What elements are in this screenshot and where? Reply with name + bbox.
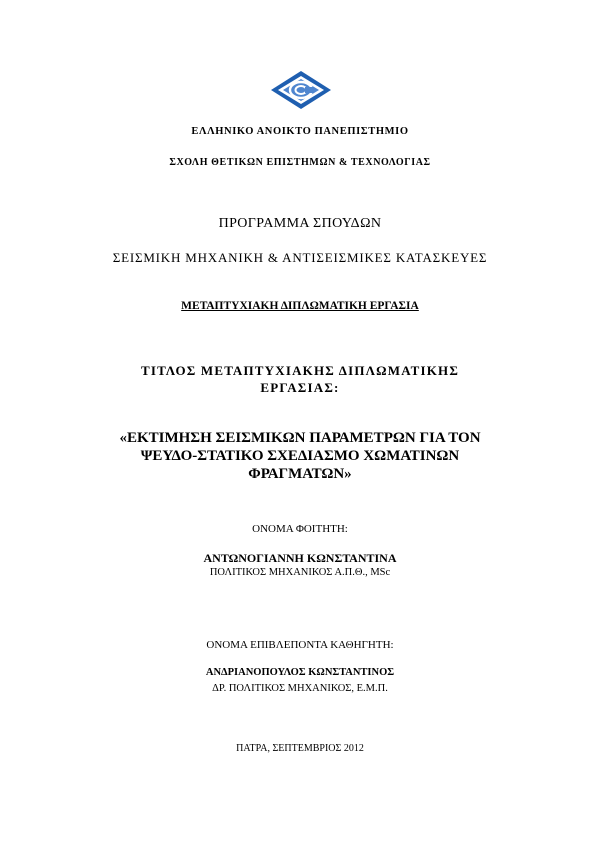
supervisor-label: ΟΝΟΜΑ ΕΠΙΒΛΕΠΟΝΤΑ ΚΑΘΗΓΗΤΗ: <box>206 639 394 651</box>
thesis-title <box>0 429 600 483</box>
program-name: ΣΕΙΣΜΙΚΗ ΜΗΧΑΝΙΚΗ & ΑΝΤΙΣΕΙΣΜΙΚΕΣ ΚΑΤΑΣΚΕΥΕΣ <box>112 250 488 265</box>
title-heading <box>0 362 600 396</box>
thesis-title-line-2: ΨΕΥΔΟ-ΣΤΑΤΙΚΟ ΣΧΕΔΙΑΣΜΟ ΧΩΜΑΤΙΝΩΝ <box>140 448 460 464</box>
student-degree: ΠΟΛΙΤΙΚΟΣ ΜΗΧΑΝΙΚΟΣ Α.Π.Θ., MSc <box>209 567 391 578</box>
university-logo-icon <box>270 70 332 110</box>
school-name: ΣΧΟΛΗ ΘΕΤΙΚΩΝ ΕΠΙΣΤΗΜΩΝ & ΤΕΧΝΟΛΟΓΙΑΣ <box>169 157 431 168</box>
program-heading: ΠΡΟΓΡΑΜΜΑ ΣΠΟΥΔΩΝ <box>218 216 382 231</box>
supervisor-degree: ΔΡ. ΠΟΛΙΤΙΚΟΣ ΜΗΧΑΝΙΚΟΣ, Ε.Μ.Π. <box>212 683 388 694</box>
place-date: ΠΑΤΡΑ, ΣΕΠΤΕΜΒΡΙΟΣ 2012 <box>236 743 364 754</box>
supervisor-name: ΑΝΔΡΙΑΝΟΠΟΥΛΟΣ ΚΩΝΣΤΑΝΤΙΝΟΣ <box>205 667 395 678</box>
thesis-type: ΜΕΤΑΠΤΥΧΙΑΚΗ ΔΙΠΛΩΜΑΤΙΚΗ ΕΡΓΑΣΙΑ <box>181 300 419 312</box>
student-name: ΑΝΤΩΝΟΓΙΑΝΝΗ ΚΩΝΣΤΑΝΤΙΝΑ <box>203 551 397 565</box>
thesis-title-line-1: «ΕΚΤΙΜΗΣΗ ΣΕΙΣΜΙΚΩΝ ΠΑΡΑΜΕΤΡΩΝ ΓΙΑ ΤΟΝ <box>119 430 481 446</box>
title-heading-line-2: ΕΡΓΑΣΙΑΣ: <box>260 380 340 395</box>
university-name: ΕΛΛΗΝΙΚΟ ΑΝΟΙΚΤΟ ΠΑΝΕΠΙΣΤΗΜΙΟ <box>191 126 409 137</box>
thesis-title-line-3: ΦΡΑΓΜΑΤΩΝ» <box>248 466 352 482</box>
student-label: ΟΝΟΜΑ ΦΟΙΤΗΤΗ: <box>252 523 348 535</box>
title-heading-line-1: ΤΙΤΛΟΣ ΜΕΤΑΠΤΥΧΙΑΚΗΣ ΔΙΠΛΩΜΑΤΙΚΗΣ <box>140 363 460 378</box>
